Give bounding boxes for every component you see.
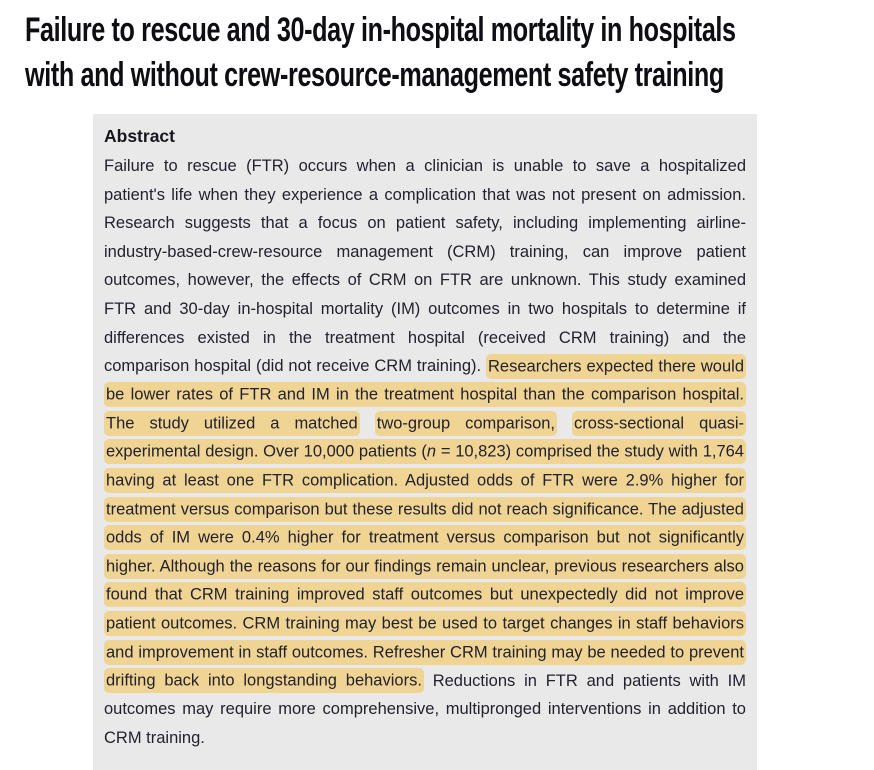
highlighted-text — [375, 411, 557, 436]
italic-text: n — [426, 442, 437, 461]
text-run: Failure to rescue (FTR) occurs when a clinician is unable to save a hospitalized patient's life when they experience a complication that was not present on admission. Research suggests that a focus on patient safety, including implementing airline-industry-based-crew-resource management (CRM) training, can improve patient outcomes, however, the effects of CRM on FTR are unknown. This study examined FTR and 30-day in-hospital mortality (IM) outcomes in two hospitals to determine if differences existed in the treatment hospital (received CRM training) and the comparison hospital (did not receive CRM training). — [104, 157, 746, 376]
highlighted-text — [104, 411, 746, 693]
paper-title — [25, 8, 736, 98]
text-run: Reductions in FTR and patients with IM outcomes may require more comprehensive, multipronged interventions in addition to CRM training. — [104, 671, 746, 747]
paper-title-line-2: with and without crew-resource-management safety training — [25, 56, 724, 94]
abstract-text — [360, 414, 375, 432]
abstract-heading: Abstract — [104, 126, 175, 146]
abstract-text — [557, 414, 572, 432]
page — [0, 8, 874, 768]
paper-title-line-1: Failure to rescue and 30-day in-hospital mortality in hospitals — [25, 11, 736, 49]
text-run: Researchers expected there would be lower rates of FTR and IM in the treatment hospital than the comparison hospital. The study utilized a matched — [106, 357, 744, 433]
text-run: = 10,823) comprised the study with 1,764 having at least one FTR complication. Adjusted odds of FTR were 2.9% higher for treatment versus comparison but these results did not reach significance. The adjusted odds of IM were 0.4% higher for treatment versus comparison but not significantly higher. Although the reasons for our findings remain unclear, previous researchers also found that CRM training improved staff outcomes but unexpectedly did not improve patient outcomes. CRM training may best be used to target changes in staff behaviors and improvement in staff outcomes. Refresher CRM training may be needed to prevent drifting back into longstanding behaviors. — [106, 442, 744, 690]
abstract-text — [104, 157, 746, 375]
abstract-box — [93, 114, 757, 770]
text-run: cross-sectional quasi-experimental design. Over 10,000 patients ( — [106, 414, 745, 461]
text-run — [557, 414, 572, 432]
text-run: two-group comparison, — [376, 414, 556, 433]
text-run — [360, 414, 375, 432]
abstract-paragraph — [104, 152, 746, 752]
